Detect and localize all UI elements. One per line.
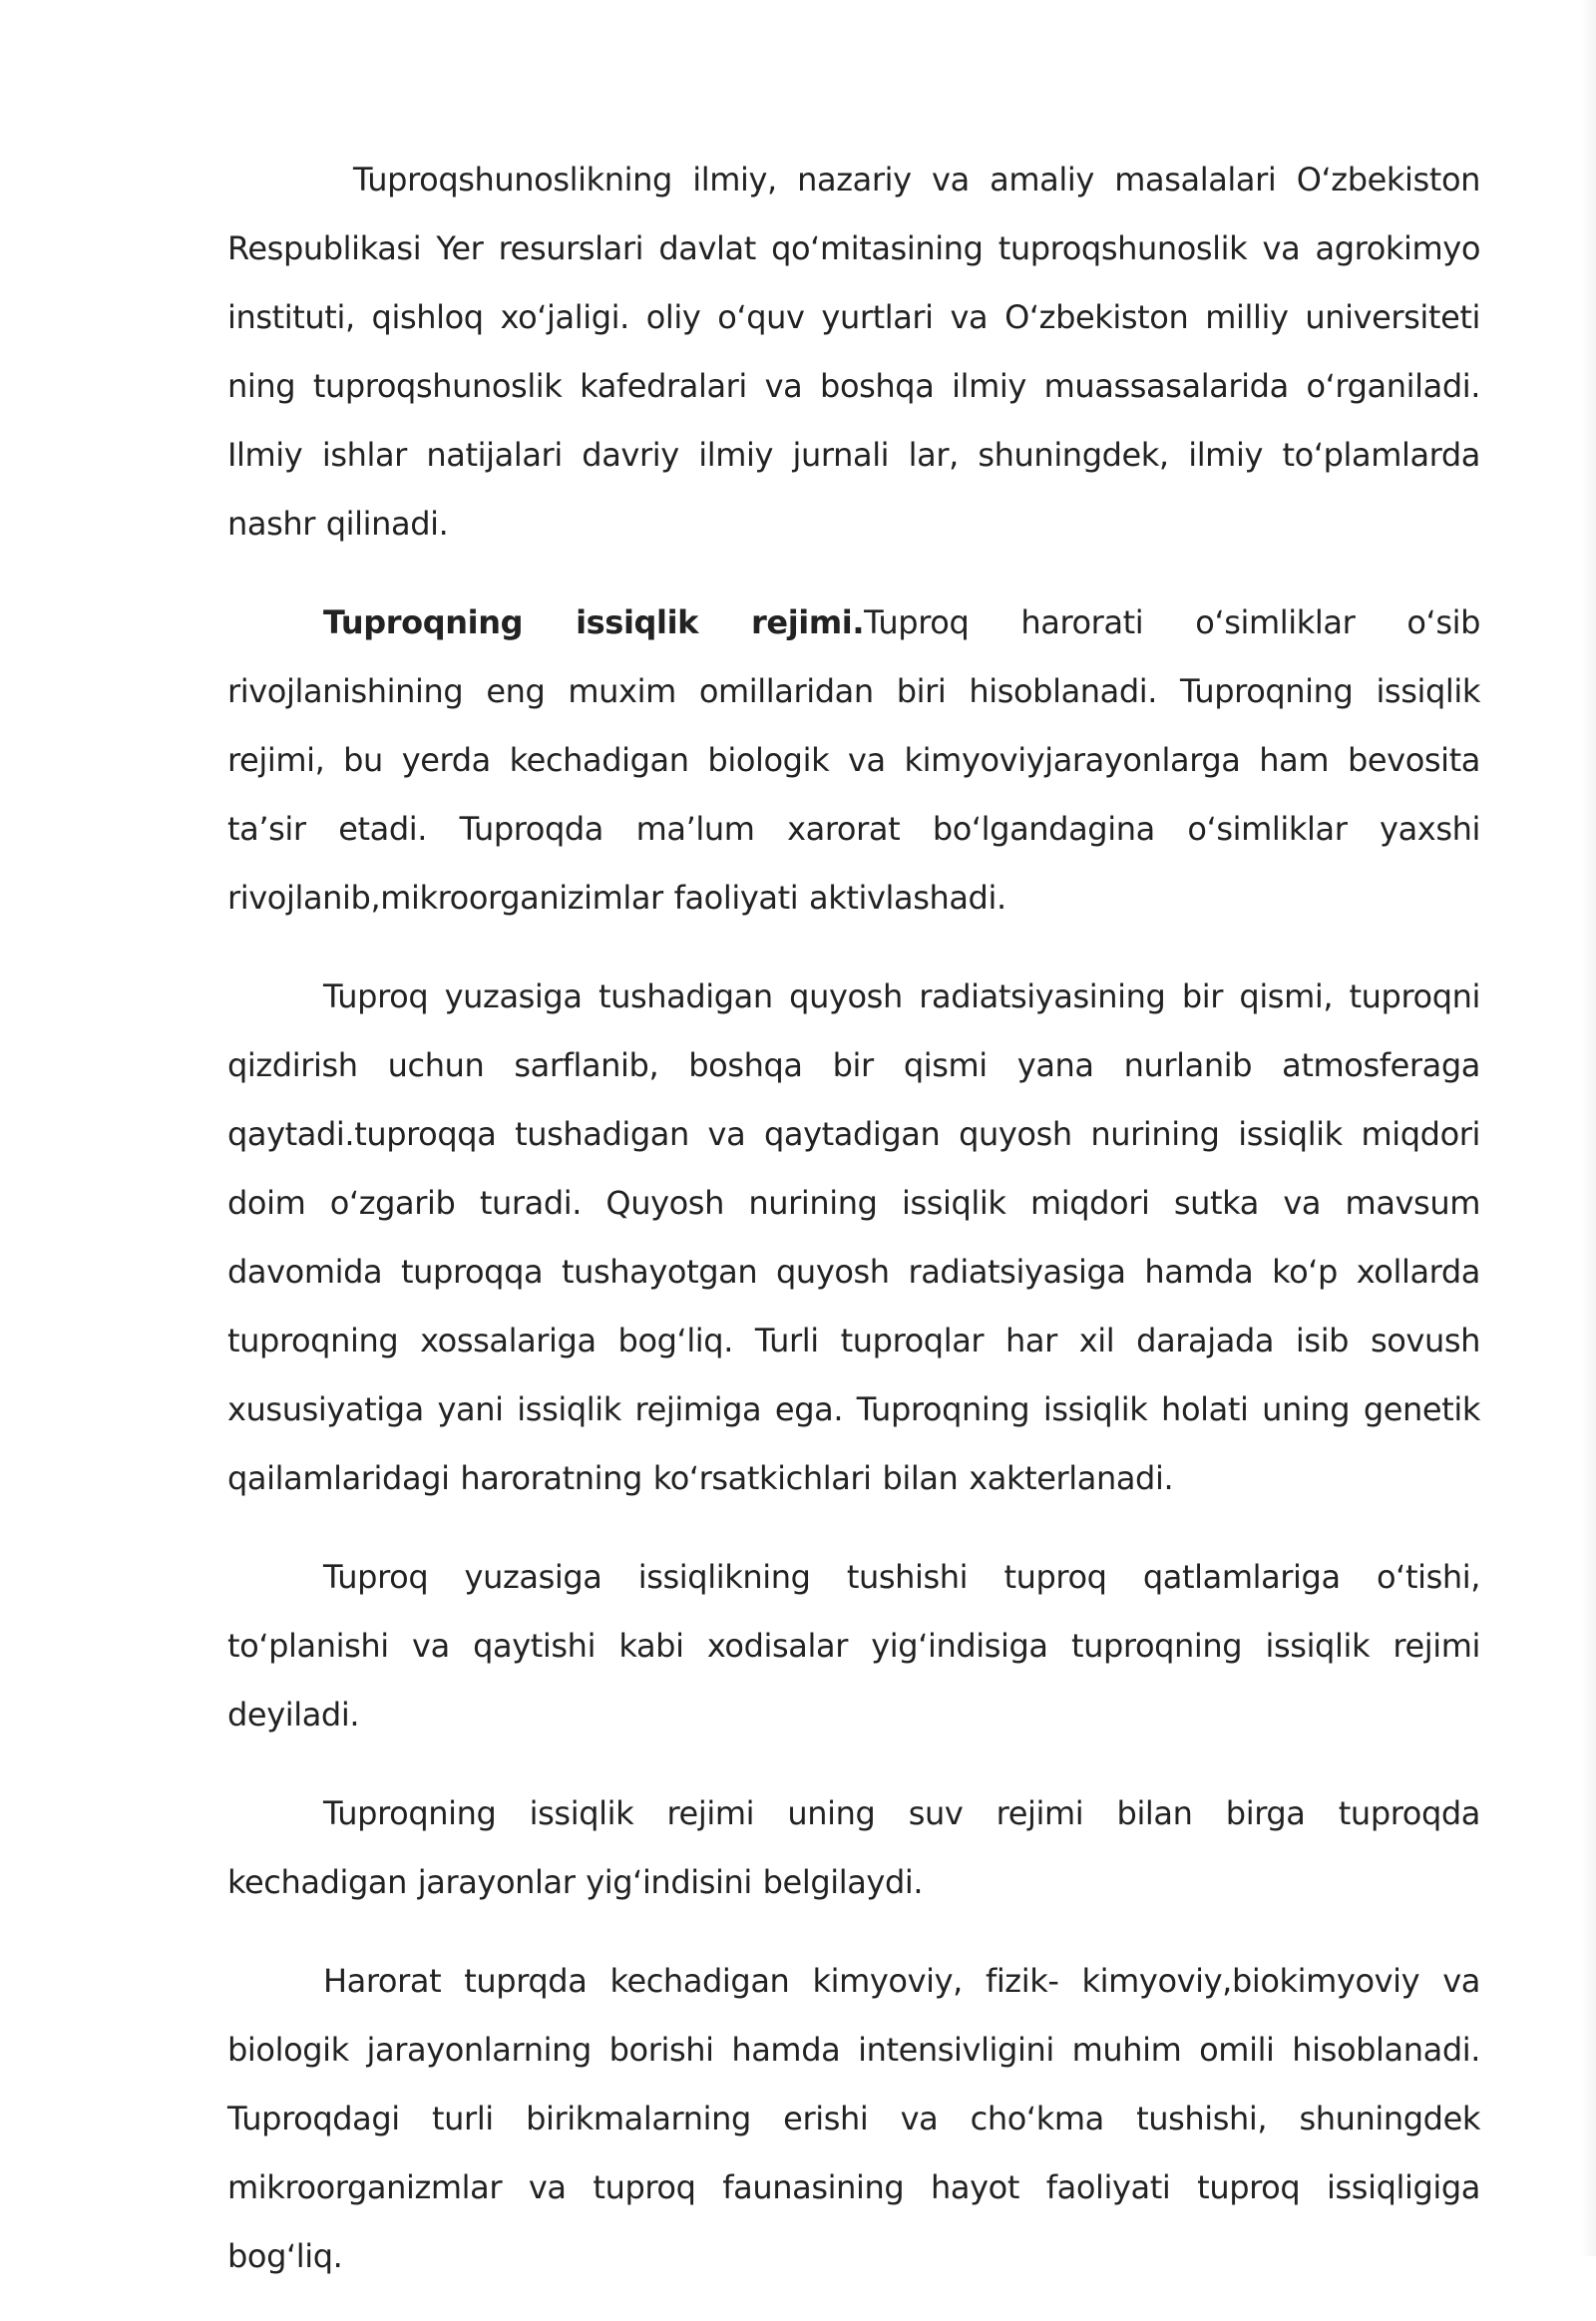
- section-heading: Tuproqning issiqlik rejimi.: [323, 603, 865, 641]
- paragraph-text: Tuproq harorati o‘simliklar o‘sib rivojlanishining eng muxim omillaridan biri hisoblanadi. Tuproqning issiqlik rejimi, bu yerda kechadigan biologik va kimyoviyjarayonlarga ham bevosita ta’sir etadi. Tuproqda ma’lum xarorat bo‘lgandagina o‘simliklar yaxshi rivojlanib,mikroorganizimlar faoliyati aktivlashadi.: [227, 603, 1480, 917]
- paragraph-intro: [227, 146, 1480, 559]
- paragraph-solar-radiation: [227, 963, 1480, 1513]
- document-body: [227, 146, 1480, 2321]
- paragraph-water-regime: [227, 1779, 1480, 1917]
- paragraph-heat-regime: [227, 588, 1480, 933]
- paragraph-text: Harorat tuprqda kechadigan kimyoviy, fizik- kimyoviy,biokimyoviy va biologik jarayonlarning borishi hamda intensivligini muhim omili hisoblanadi. Tuproqdagi turli birikmalarning erishi va cho‘kma tushishi, shuningdek mikroorganizmlar va tuproq faunasining hayot faoliyati tuproq issiqligiga bog‘liq.: [227, 1962, 1480, 2275]
- paragraph-text: Tuproq yuzasiga tushadigan quyosh radiatsiyasining bir qismi, tuproqni qizdirish uchun sarflanib, boshqa bir qismi yana nurlanib atmosferaga qaytadi.tuproqqa tushadigan va qaytadigan quyosh nurining issiqlik miqdori doim o‘zgarib turadi. Quyosh nurining issiqlik miqdori sutka va mavsum davomida tuproqqa tushayotgan quyosh radiatsiyasiga hamda ko‘p xollarda tuproqning xossalariga bog‘liq. Turli tuproqlar har xil darajada isib sovush xususiyatiga yani issiqlik rejimiga ega. Tuproqning issiqlik holati uning genetik qailamlaridagi haroratning ko‘rsatkichlari bilan xakterlanadi.: [227, 977, 1480, 1497]
- paragraph-text: Tuproqning issiqlik rejimi uning suv rejimi bilan birga tuproqda kechadigan jarayonlar yig‘indisini belgilaydi.: [227, 1794, 1480, 1901]
- paragraph-text: Tuproqshunoslikning ilmiy, nazariy va amaliy masalalari O‘zbekiston Respublikasi Yer resurslari davlat qo‘mitasining tuproqshunoslik va agrokimyo instituti, qishloq xo‘jaligi. oliy o‘quv yurtlari va O‘zbekiston milliy universiteti ning tuproqshunoslik kafedralari va boshqa ilmiy muassasalarida o‘rganiladi. Ilmiy ishlar natijalari davriy ilmiy jurnali lar, shuningdek, ilmiy to‘plamlarda nashr qilinadi.: [227, 161, 1480, 543]
- paragraph-text: Tuproq yuzasiga issiqlikning tushishi tuproq qatlamlariga o‘tishi, to‘planishi va qaytishi kabi xodisalar yig‘indisiga tuproqning issiqlik rejimi deyiladi.: [227, 1558, 1480, 1734]
- paragraph-temperature-factor: [227, 1947, 1480, 2291]
- paragraph-definition: [227, 1543, 1480, 1749]
- page-edge-shadow: [1582, 0, 1596, 2256]
